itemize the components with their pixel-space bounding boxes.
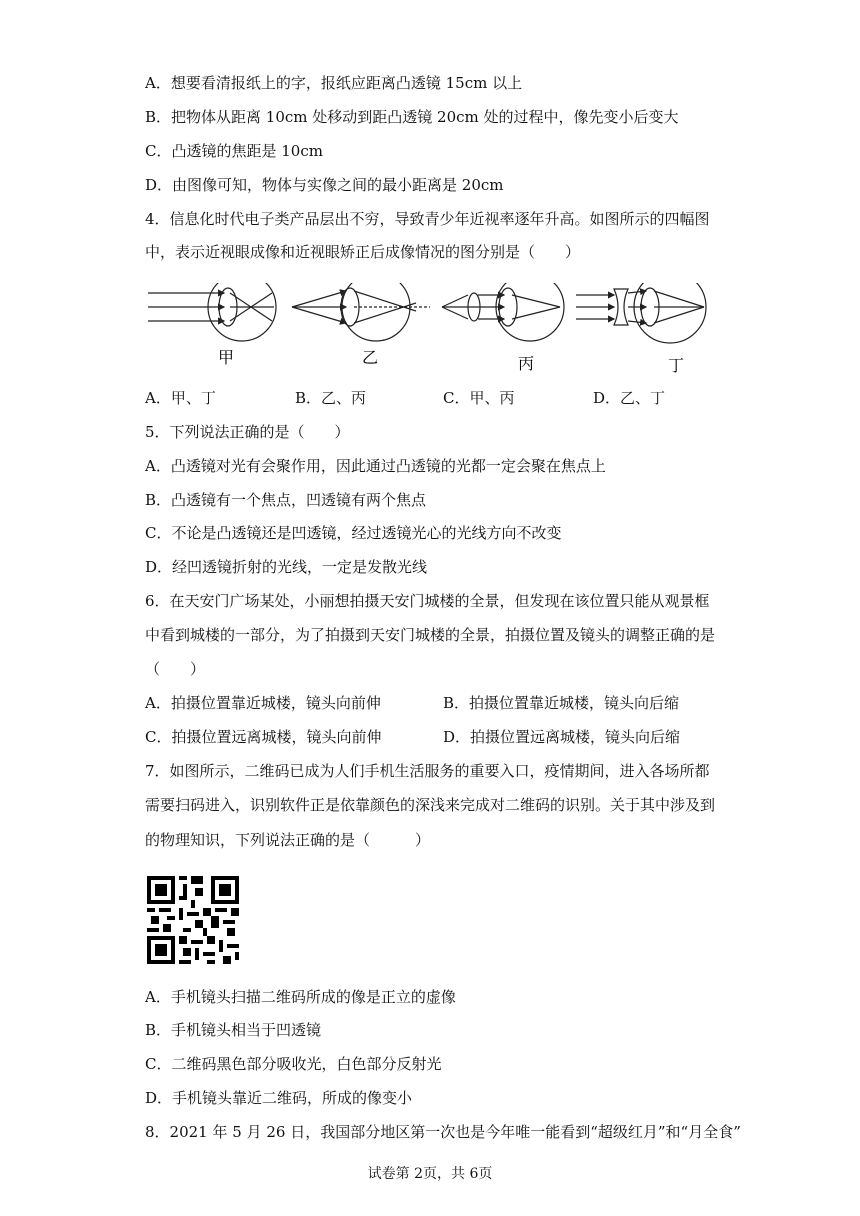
q7-option-a: A．手机镜头扫描二维码所成的像是正立的虚像 [145,988,456,1006]
q4-option-d: D．乙、丁 [593,389,666,407]
eye-diagram-ding [576,283,706,343]
page-footer: 试卷第 2页，共 6页 [367,1166,493,1182]
q4-stem-line2: 中，表示近视眼成像和近视眼矫正后成像情况的图分别是（ ） [145,243,581,261]
q3-option-c: C．凸透镜的焦距是 10cm [145,142,323,160]
q6-stem-line3: （ ） [145,660,206,678]
q5-option-d: D．经凹透镜折射的光线，一定是发散光线 [145,558,428,576]
eye-diagram-jia [148,283,276,341]
q5-stem: 5．下列说法正确的是（ ） [145,423,350,441]
q6-option-c: C．拍摄位置远离城楼，镜头向前伸 [145,728,382,746]
q7-stem-line3: 的物理知识，下列说法正确的是（ ） [145,831,431,849]
qr-code-image [147,876,239,964]
q7-option-c: C．二维码黑色部分吸收光，白色部分反射光 [145,1055,442,1073]
q8-stem-line1: 8．2021 年 5 月 26 日，我国部分地区第一次也是今年唯一能看到“超级红月”和“月全食” [145,1123,741,1141]
q6-option-b: B．拍摄位置靠近城楼，镜头向后缩 [443,694,680,712]
q7-stem-line1: 7．如图所示，二维码已成为人们手机生活服务的重要入口，疫情期间，进入各场所都 [145,762,710,780]
q3-option-b: B．把物体从距离 10cm 处移动到距凸透镜 20cm 处的过程中，像先变小后变大 [145,108,679,126]
q4-option-b: B．乙、丙 [295,389,367,407]
q7-option-d: D．手机镜头靠近二维码，所成的像变小 [145,1089,413,1107]
q7-stem-line2: 需要扫码进入，识别软件正是依靠颜色的深浅来完成对二维码的识别。关于其中涉及到 [145,796,716,814]
label-yi: 乙 [362,348,379,367]
q4-stem-line1: 4．信息化时代电子类产品层出不穷，导致青少年近视率逐年升高。如图所示的四幅图 [145,210,710,228]
q6-option-a: A．拍摄位置靠近城楼，镜头向前伸 [145,694,381,712]
q6-stem-line2: 中看到城楼的一部分，为了拍摄到天安门城楼的全景，拍摄位置及镜头的调整正确的是 [145,626,716,644]
q7-option-b: B．手机镜头相当于凹透镜 [145,1021,322,1039]
q4-option-c: C．甲、丙 [443,389,515,407]
q3-option-a: A．想要看清报纸上的字，报纸应距离凸透镜 15cm 以上 [145,74,523,92]
q5-option-b: B．凸透镜有一个焦点，凹透镜有两个焦点 [145,491,427,509]
q4-option-a: A．甲、丁 [145,389,216,407]
q5-option-a: A．凸透镜对光有会聚作用，因此通过凸透镜的光都一定会聚在焦点上 [145,457,606,475]
label-bing: 丙 [518,354,535,373]
q6-option-d: D．拍摄位置远离城楼，镜头向后缩 [443,728,681,746]
q6-stem-line1: 6．在天安门广场某处，小丽想拍摄天安门城楼的全景，但发现在该位置只能从观景框 [145,592,710,610]
label-jia: 甲 [218,348,235,367]
eye-diagram-yi [292,283,430,341]
eye-diagrams-figure [140,283,720,373]
q3-option-d: D．由图像可知，物体与实像之间的最小距离是 20cm [145,176,504,194]
eye-diagram-bing [442,283,564,341]
q5-option-c: C．不论是凸透镜还是凹透镜，经过透镜光心的光线方向不改变 [145,524,562,542]
label-ding: 丁 [668,356,685,373]
